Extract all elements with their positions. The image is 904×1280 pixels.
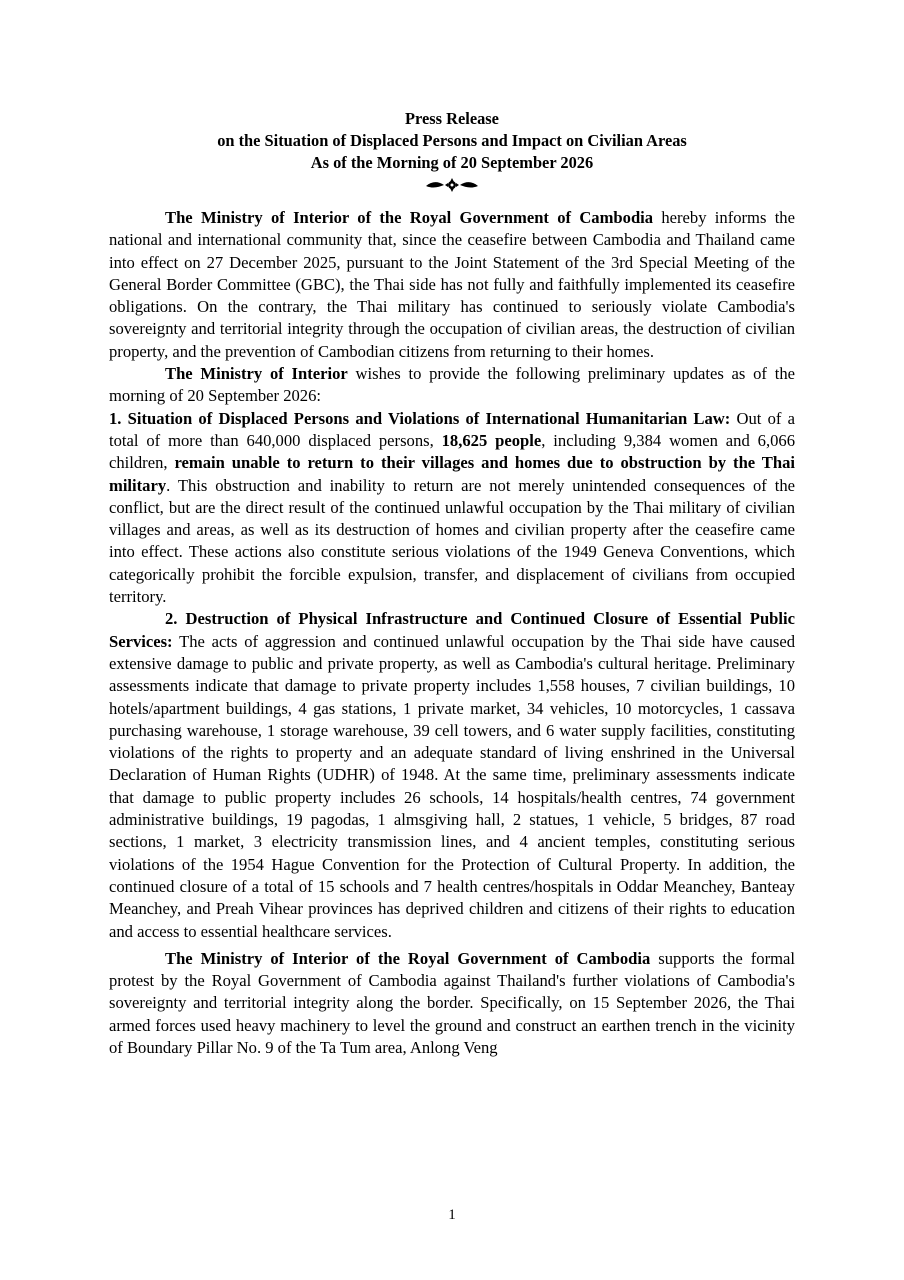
paragraph-protest-text: supports the formal protest by the Royal Government of Cambodia against Thailand's further violations of Cambodia's sovereignty and territorial integrity along the border. Specifically, on 15 September 2026, the Thai armed forces used heavy machinery to level the ground and construct an earthen trench in the vicinity of Boundary Pillar No. 9 of the Ta Tum area, Anlong Veng bbox=[109, 948, 795, 1057]
section-1-text-c: , including 9,384 women and 6,066 children, bbox=[109, 430, 795, 473]
press-release-header bbox=[109, 108, 795, 174]
section-1-text-a: Out of a total of more than 640,000 displaced persons, bbox=[109, 408, 795, 450]
page-number: 1 bbox=[448, 1207, 456, 1223]
section-1-bold-statement: remain unable to return to their villages and homes due to obstruction by the Thai military bbox=[109, 453, 796, 495]
paragraph-protest bbox=[109, 948, 795, 1059]
ministry-name-bold-2: The Ministry of Interior of the Royal Government of Cambodia bbox=[165, 948, 651, 968]
ministry-short-bold: The Ministry of Interior bbox=[165, 364, 348, 384]
section-1-heading: 1. Situation of Displaced Persons and Violations of International Humanitarian Law: bbox=[109, 408, 731, 428]
section-2-text: The acts of aggression and continued unlawful occupation by the Thai side have caused extensive damage to public and private property, as well as Cambodia's cultural heritage. Preliminary assessments indicate that damage to private property includes 1,558 houses, 7 civilian buildings, 10 hotels/apartment buildings, 4 gas stations, 1 private market, 34 vehicles, 10 motorcycles, 1 cassava purchasing warehouse, 1 storage warehouse, 39 cell towers, and 6 water supply facilities, constituting violations of the rights to property and an adequate standard of living enshrined in the Universal Declaration of Human Rights (UDHR) of 1948. At the same time, preliminary assessments indicate that damage to public property includes 26 schools, 14 hospitals/health centres, 74 government administrative buildings, 19 pagodas, 1 almsgiving hall, 2 statues, 1 vehicle, 5 bridges, 87 road sections, 1 market, 3 electricity transmission lines, and 4 ancient temples, constituting serious violations of the 1954 Hague Convention for the Protection of Cultural Property. In addition, the continued closure of a total of 15 schools and 7 health centres/hospitals in Oddar Meanchey, Banteay Meanchey, and Preah Vihear provinces has deprived children and citizens of their rights to education and access to essential healthcare services. bbox=[109, 631, 795, 941]
section-1-bold-count: 18,625 people bbox=[441, 430, 542, 450]
document-body bbox=[109, 207, 795, 1059]
header-subtitle: on the Situation of Displaced Persons and Impact on Civilian Areas bbox=[217, 131, 687, 150]
paragraph-intro-text: hereby informs the national and international community that, since the ceasefire between Cambodia and Thailand came into effect on 27 December 2025, pursuant to the Joint Statement of the 3rd Special Meeting of the General Border Committee (GBC), the Thai side has not fully and faithfully implemented its ceasefire obligations. On the contrary, the Thai military has continued to seriously violate Cambodia's sovereignty and territorial integrity through the occupation of civilian areas, the destruction of civilian property, and the prevention of Cambodian citizens from returning to their homes. bbox=[109, 208, 795, 361]
document-page bbox=[109, 108, 795, 1059]
paragraph-section-2 bbox=[109, 608, 795, 942]
paragraph-updates bbox=[109, 363, 795, 408]
paragraph-section-1 bbox=[109, 408, 795, 609]
floral-divider-icon bbox=[422, 177, 482, 193]
ministry-name-bold: The Ministry of Interior of the Royal Government of Cambodia bbox=[165, 208, 654, 227]
section-2-heading: 2. Destruction of Physical Infrastructure and Continued Closure of Essential Public Services: bbox=[109, 609, 795, 651]
section-1-text-e: . This obstruction and inability to return are not merely unintended consequences of the conflict, but are the direct result of the continued unlawful occupation by the Thai military of civilian villages and areas, as well as its destruction of homes and civilian property after the ceasefire came into effect. These actions also constitute serious violations of the 1949 Geneva Conventions, which categorically prohibit the forcible expulsion, transfer, and displacement of civilians from occupied territory. bbox=[109, 475, 795, 607]
paragraph-updates-text: wishes to provide the following preliminary updates as of the morning of 20 September 2026: bbox=[109, 364, 795, 406]
paragraph-intro bbox=[109, 207, 795, 363]
header-title: Press Release bbox=[405, 109, 499, 128]
header-date: As of the Morning of 20 September 2026 bbox=[310, 153, 594, 172]
